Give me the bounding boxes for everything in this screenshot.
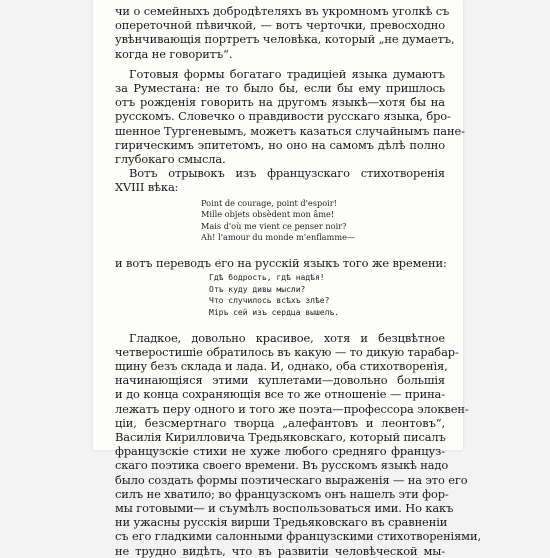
text-line: мы готовыми— и съумѣлъ воспользоваться ими. Но какъ bbox=[115, 501, 454, 516]
verse-line: Міръ сей изъ сердца вышелъ. bbox=[209, 308, 340, 317]
text-line: Вотъ отрывокъ изъ французскаго стихотворенія bbox=[129, 166, 445, 181]
text-line: было создать формы поэтическаго выраженія — на это его bbox=[115, 472, 468, 487]
text-line: увѣнчивающія портретъ человѣка, который „не думаетъ, bbox=[115, 32, 455, 47]
paragraph-spacer bbox=[115, 244, 445, 256]
translation-intro bbox=[115, 256, 445, 270]
text-line: за Руместана: не то было бы, если бы ему пришлось bbox=[115, 81, 445, 96]
verse-line: Ah! l'amour du monde m'enflamme— bbox=[201, 232, 356, 243]
paragraph-spacer bbox=[115, 319, 445, 331]
text-line: глубокаго смысла. bbox=[115, 152, 226, 167]
verse-line: Гдѣ бодрость, гдѣ надѣя! bbox=[209, 273, 325, 283]
text-line: скаго поэтика своего времени. Въ русскомъ языкѣ надо bbox=[115, 458, 449, 473]
text-line: XVIII вѣка: bbox=[115, 180, 179, 195]
text-line: опереточной пѣвичкой, — вотъ черточки, превосходно bbox=[115, 18, 445, 33]
text-line: ціи, безсмертнаго творца „алефантовъ и леонтовъ“, bbox=[115, 415, 445, 430]
text-line: отъ рожденія говорить на другомъ языкѣ—хотя бы на bbox=[115, 95, 445, 110]
text-line: и вотъ переводъ его на русскій языкъ того же времени: bbox=[115, 256, 447, 271]
paragraph-1 bbox=[115, 4, 455, 61]
text-line: четверостишіе обратилось въ какую — то дикую тарабар- bbox=[115, 344, 459, 359]
text-line: Гладкое, довольно красивое, хотя и безцвѣтное bbox=[129, 330, 445, 345]
page-text-body bbox=[115, 4, 481, 558]
russian-verse-quote bbox=[115, 272, 445, 318]
text-line: ни ужасны русскія вирши Тредьяковскаго въ сравненіи bbox=[115, 515, 448, 530]
verse-line: Mille objets obsèdent mon âme! bbox=[201, 209, 335, 220]
text-line: силъ не хватило; во французскомъ онъ нашелъ эти фор- bbox=[115, 486, 449, 501]
text-line: когда не говоритъ“. bbox=[115, 46, 233, 61]
text-line: Василія Кирилловича Тредьяковскаго, который писалъ bbox=[115, 430, 446, 445]
text-line: не трудно видѣть, что въ развитіи человѣческой мы- bbox=[115, 543, 445, 558]
verse-line: Что случилось всѣхъ злѣе? bbox=[209, 296, 330, 306]
paragraph-2 bbox=[115, 66, 465, 167]
text-line: шенное Тургеневымъ, можетъ казаться случайнымъ пане- bbox=[115, 123, 465, 138]
text-line: Готовыя формы богатаго традиціей языка думаютъ bbox=[129, 66, 445, 81]
text-line: гирическимъ эпитетомъ, но оно на самомъ дѣлѣ полно bbox=[115, 137, 445, 152]
french-verse-quote bbox=[115, 198, 445, 244]
paragraph-3 bbox=[115, 166, 445, 194]
text-line: начинающіяся этими куплетами—довольно большія bbox=[115, 373, 445, 388]
text-line: чи о семейныхъ добродѣтеляхъ въ укромномъ уголкѣ съ bbox=[115, 4, 450, 18]
text-line: съ его гладкими салонными французскими стихотвореніями, bbox=[115, 529, 481, 544]
verse-line: Mais d'où me vient ce penser noir? bbox=[201, 220, 347, 231]
text-line: и до конца сохраняющія все то же отношеніе — прина- bbox=[115, 387, 445, 402]
verse-line: Point de courage, point d'espoir! bbox=[201, 197, 337, 208]
paragraph-5 bbox=[115, 330, 481, 558]
verse-line: Отъ куду дивы мысли? bbox=[209, 284, 306, 294]
text-line: лежатъ перу одного и того же поэта—профессора элоквен- bbox=[115, 401, 469, 416]
book-page bbox=[93, 0, 481, 558]
text-line: щину безъ склада и лада. И, однако, оба стихотворенія, bbox=[115, 359, 448, 373]
text-line: русскомъ. Словечко о правдивости русскаго языка, бро- bbox=[115, 109, 451, 124]
text-line: французскіе стихи не хуже любого средняго француз- bbox=[115, 444, 445, 459]
